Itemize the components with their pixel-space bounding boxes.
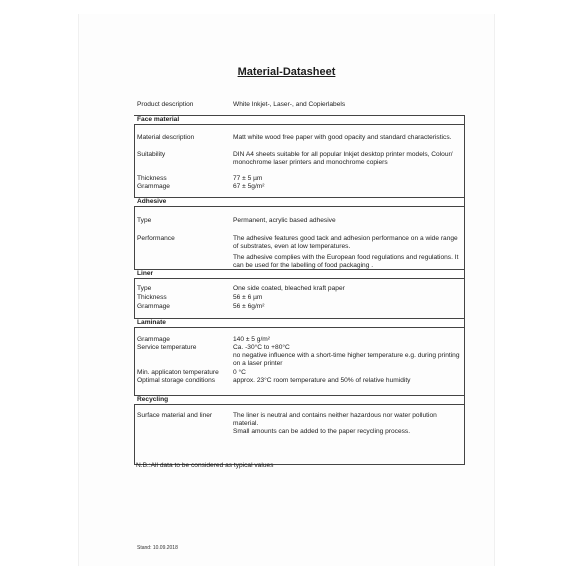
section-header-laminate <box>134 318 464 328</box>
adhesive-type-label: Type <box>137 217 152 224</box>
face-grammage-value: 67 ± 5g/m² <box>233 183 265 190</box>
performance-value-2: The adhesive complies with the European food regulations and regulations. It can be used for the labelling of food packaging . <box>233 254 459 269</box>
adhesive-type-value: Permanent, acrylic based adhesive <box>233 217 336 224</box>
section-title: Liner <box>137 269 154 277</box>
service-temperature-value-1: Ca. -30°C to +80°C <box>233 344 290 351</box>
min-application-temperature-label: Min. applicaton temperature <box>137 369 219 376</box>
liner-type-value: One side coated, bleached kraft paper <box>233 285 345 292</box>
service-temperature-label: Service temperature <box>137 344 197 351</box>
section-title: Laminate <box>137 318 166 326</box>
face-thickness-value: 77 ± 5 µm <box>233 175 263 182</box>
laminate-grammage-value: 140 ± 5 g/m² <box>233 336 270 343</box>
suitability-label: Suitability <box>137 151 166 158</box>
revision-date: Stand: 10.09.2018 <box>137 545 178 551</box>
liner-thickness-value: 56 ± 6 µm <box>233 294 263 301</box>
min-application-temperature-value: 0 °C <box>233 369 246 376</box>
suitability-value: DIN A4 sheets suitable for all popular Inkjet desktop printer models, Colour/ monochrome laser printers and monochrome copiers <box>233 151 453 166</box>
material-description-value: Matt white wood free paper with good opacity and standard characteristics. <box>233 134 452 141</box>
section-title: Face material <box>137 115 180 123</box>
liner-grammage-label: Grammage <box>137 303 170 310</box>
surface-material-value-2: Small amounts can be added to the paper recycling process. <box>233 428 411 435</box>
face-grammage-label: Grammage <box>137 183 170 190</box>
section-header-adhesive <box>134 197 464 207</box>
footnote: N.B.:All data to be considered as typical values <box>136 462 274 469</box>
product-description-value: White Inkjet-, Laser-, and Copierlabels <box>233 101 346 108</box>
liner-thickness-label: Thickness <box>137 294 167 301</box>
liner-type-label: Type <box>137 285 152 292</box>
laminate-grammage-label: Grammage <box>137 336 170 343</box>
material-description-label: Material description <box>137 134 195 141</box>
liner-grammage-value: 56 ± 6g/m² <box>233 303 265 310</box>
performance-label: Performance <box>137 235 175 242</box>
section-title: Recycling <box>137 395 169 403</box>
service-temperature-value-2: no negative influence with a short-time higher temperature e.g. during printing on a laser printer <box>233 352 460 367</box>
section-title: Adhesive <box>137 197 167 205</box>
performance-value-1: The adhesive features good tack and adhesion performance on a wide range of substrates, even at low temperatures. <box>233 235 458 250</box>
section-header-liner <box>134 269 464 279</box>
storage-conditions-label: Optimal storage conditions <box>137 377 216 384</box>
surface-material-value-1: The liner is neutral and contains neither hazardous nor water pollution material. <box>233 412 437 427</box>
product-description-label: Product description <box>137 101 194 108</box>
datasheet-page <box>78 14 495 566</box>
section-header-face-material <box>134 115 464 125</box>
face-thickness-label: Thickness <box>137 175 167 182</box>
surface-material-label: Surface material and liner <box>137 412 213 419</box>
page-title: Material-Datasheet <box>237 66 336 78</box>
storage-conditions-value: approx. 23°C room temperature and 50% of relative humidity <box>233 377 411 384</box>
section-header-recycling <box>134 395 464 405</box>
